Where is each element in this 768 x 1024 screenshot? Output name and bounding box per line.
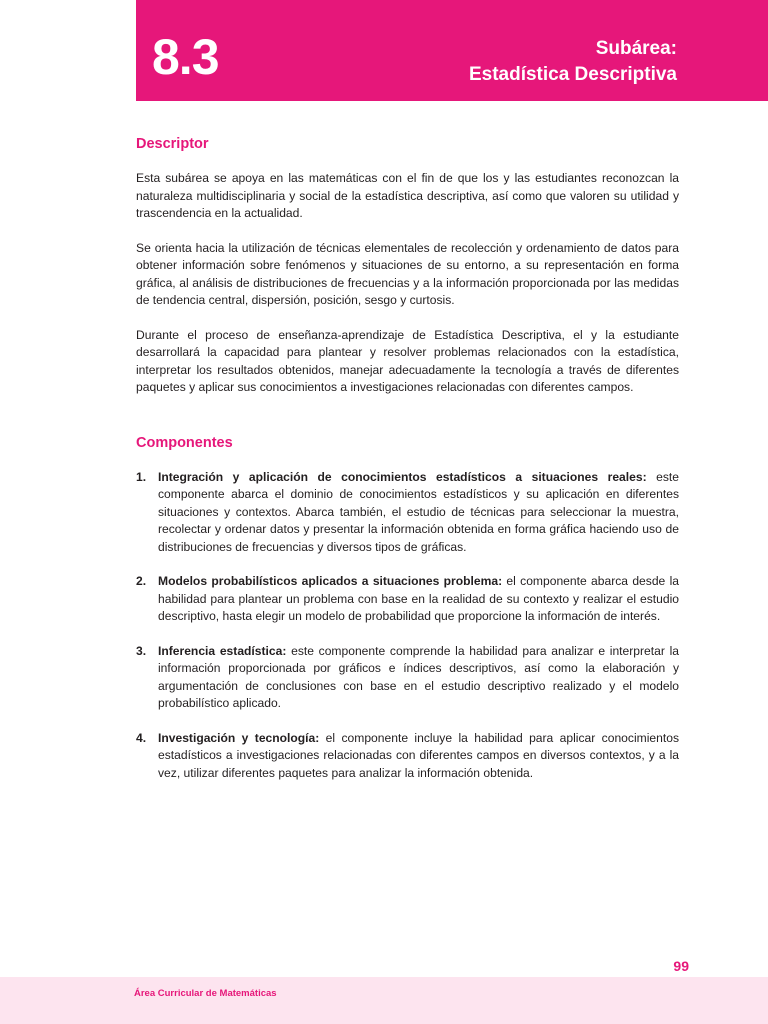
list-item-title: Inferencia estadística: [158,643,287,658]
descriptor-paragraph: Esta subárea se apoya en las matemáticas con el fin de que los y las estudiantes reconozcan la naturaleza multidisciplinaria y social de la estadística descriptiva, así como que valoren su utilidad y trascendencia en la actualidad. [136,171,679,220]
componentes-list [136,469,679,783]
subarea-label: Subárea: [595,38,677,59]
list-item-title: Investigación y tecnología: [158,730,320,745]
descriptor-heading: Descriptor [136,136,209,152]
page-number: 99 [673,958,689,974]
list-item [136,643,679,713]
componentes-heading: Componentes [136,434,233,451]
list-item-title: Modelos probabilísticos aplicados a situaciones problema: [158,574,503,588]
descriptor-paragraph: Durante el proceso de enseñanza-aprendizaje de Estadística Descriptiva, el y la estudiante desarrollará la capacidad para plantear y resolver problemas relacionados con la estadística, interpretar los resultados obtenidos, manejar adecuadamente la tecnología a través de diferentes paquetes y aplicar sus conocimientos a investigaciones relacionadas con diferentes campos. [136,327,679,394]
list-item [136,730,679,783]
main-content [136,132,679,799]
list-item-number: 2. [136,574,147,588]
list-item-text: este componente comprende la habilidad para analizar e interpretar la información proporcionada por gráficos e índices descriptivos, así como la elaboración y argumentación de conclusiones con base en el estudio descriptivo realizado y el modelo probabilístico aplicado. [158,643,679,710]
footer-text: Área Curricular de Matemáticas [134,988,277,999]
subarea-heading [469,36,677,88]
list-item-number: 3. [136,643,147,658]
chapter-number: 8.3 [152,29,219,85]
list-item-title: Integración y aplicación de conocimientos estadísticos a situaciones reales: [158,469,647,484]
descriptor-paragraph: Se orienta hacia la utilización de técnicas elementales de recolección y ordenamiento de datos para obtener información sobre fenómenos y situaciones de su entorno, a su representación en forma gráfica, al análisis de distribuciones de frecuencias y a la información proporcionada por las medidas de tendencia central, dispersión, posición, sesgo y curtosis. [136,240,679,307]
list-item-number: 1. [136,469,147,484]
list-item [136,469,679,557]
list-item-text: el componente abarca desde la habilidad para plantear un problema con base en la realidad de su contexto y realizar el estudio descriptivo, hasta elegir un modelo de probabilidad que proporcione la información de interés. [158,574,679,623]
list-item [136,573,679,626]
list-item-text: el componente incluye la habilidad para aplicar conocimientos estadísticos a investigaciones relacionadas con diferentes campos en diversos contextos, y a la vez, utilizar diferentes paquetes para analizar la información obtenida. [158,730,679,780]
subarea-title: Estadística Descriptiva [468,64,677,85]
list-item-text: este componente abarca el dominio de conocimientos estadísticos y su aplicación en diferentes situaciones y contextos. Abarca también, el estudio de técnicas para seleccionar la muestra, recolectar y ordenar datos y presentar la información obtenida en forma gráfica haciendo uso de distribuciones de frecuencias y diversos tipos de gráficas. [158,469,679,554]
footer-band [0,977,768,1024]
list-item-number: 4. [136,730,147,745]
